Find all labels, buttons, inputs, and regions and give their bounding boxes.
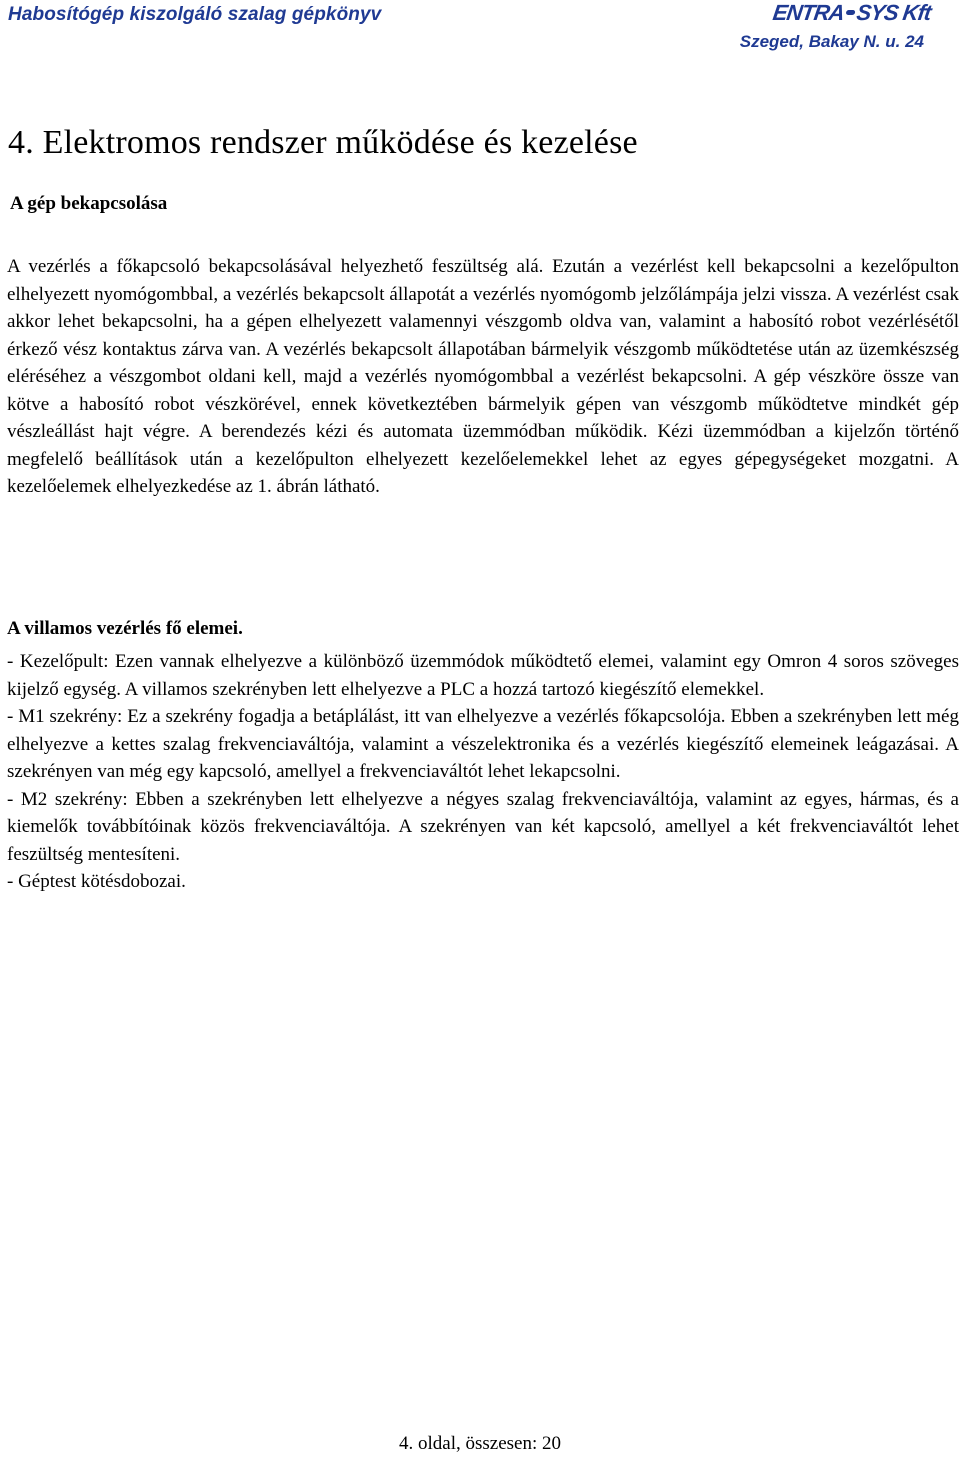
list-item-geptest: - Géptest kötésdobozai. xyxy=(7,871,186,892)
list-item-kezelopult: - Kezelőpult: Ezen vannak elhelyezve a különböző üzemmódok működtető elemei, valamint egy Omron 4 soros szöveges kijelző egység. A villamos szekrényben lett elhelyezve a PLC a hozzá tartozó kiegészítő elemekkel. xyxy=(7,651,959,700)
section-heading: 4. Elektromos rendszer működése és kezelése xyxy=(8,124,638,161)
elements-heading: A villamos vezérlés fő elemei. xyxy=(7,618,243,639)
document-title: Habosítógép kiszolgáló szalag gépkönyv xyxy=(8,4,382,25)
page-header xyxy=(0,0,960,62)
logo-dot-icon xyxy=(845,10,855,15)
intro-paragraph: A vezérlés a főkapcsoló bekapcsolásával helyezhető feszültség alá. Ezután a vezérlést kell bekapcsolni a kezelőpulton elhelyezett nyomógombbal, a vezérlés bekapcsolt állapotát a vezérlés nyomógomb jelzőlámpája jelzi vissza. A vezérlést csak akkor lehet bekapcsolni, ha a gépen elhelyezett valamennyi vészgomb oldva van, valamint a habosító robot vezérlésétől érkező vész kontaktus zárva van. A vezérlés bekapcsolt állapotában bármelyik vészgomb működtetése után az üzemkészség eléréséhez a vészgombot oldani kell, majd a vezérlés nyomógombbal a vezérlést bekapcsolni. A gép vészköre össze van kötve a habosító robot vészkörével, ennek következtében bármelyik gépen van vészgomb működtetve mindkét gép vészleállást hajt végre. A berendezés kézi és automata üzemmódban működik. Kézi üzemmódban a kijelzőn történő megfelelő beállítások után a kezelőpulton elhelyezett kezelőelemekkel lehet az egyes gépegységeket mozgatni. A kezelőelemek elhelyezkedése az 1. ábrán látható. xyxy=(7,256,959,497)
elements-list xyxy=(7,648,959,896)
subsection-heading: A gép bekapcsolása xyxy=(10,193,168,214)
company-logo xyxy=(771,0,932,26)
logo-right-text: SYS Kft xyxy=(854,0,932,25)
logo-left-text: ENTRA xyxy=(770,0,846,25)
page-footer: 4. oldal, összesen: 20 xyxy=(398,1433,561,1454)
list-item-m2-szekreny: - M2 szekrény: Ebben a szekrényben lett elhelyezve a négyes szalag frekvenciaváltója, valamint az egyes, hármas, és a kiemelők továbbítóinak közös frekvenciaváltója. A szekrényen van két kapcsoló, amellyel a két frekvenciaváltót lehet feszültség mentesíteni. xyxy=(7,788,959,865)
company-address: Szeged, Bakay N. u. 24 xyxy=(739,32,924,51)
list-item-m1-szekreny: - M1 szekrény: Ez a szekrény fogadja a betáplálást, itt van elhelyezve a vezérlés főkapcsolója. Ebben a szekrényben lett még elhelyezve a kettes szalag frekvenciaváltója, valamint a vészelektronika és a vezérlés kiegészítő elemeinek leágazásai. A szekrényen van még egy kapcsoló, amellyel a frekvenciaváltót lehet lekapcsolni. xyxy=(7,706,959,782)
